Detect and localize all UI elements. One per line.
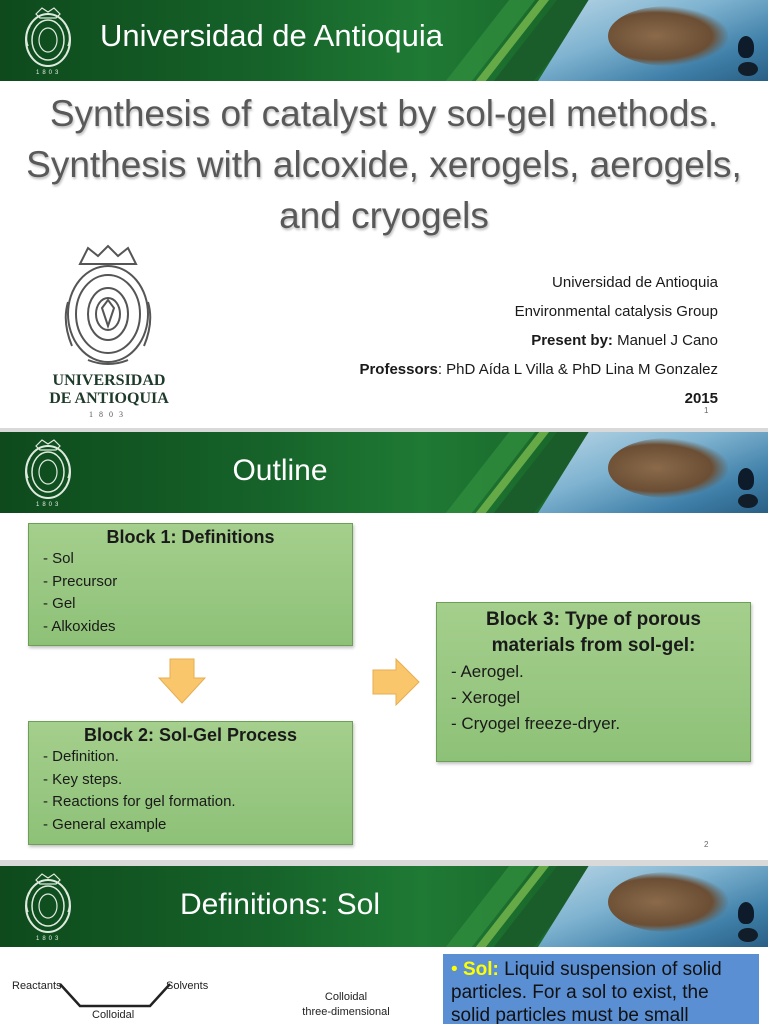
page-number: 1 [704,406,709,415]
arrow-down-icon [158,658,206,704]
info-presenter: Present by: Manuel J Cano [531,332,718,349]
diagram-label-colloidal-3d: Colloidal three-dimensional [302,991,390,1018]
block-title: Block 3: Type of porous materials from sol-gel: [485,609,701,656]
banner-year: 1803 [36,936,62,942]
sol-term: Sol: [462,959,499,980]
sol-definition-box [443,954,759,1024]
info-university: Universidad de Antioquia [552,274,718,291]
block-sol-gel-process [28,721,353,845]
slide-outline[interactable] [0,432,768,860]
university-seal-icon [22,6,74,70]
slide-banner [0,866,768,947]
list-item: - Reactions for gel formation. [43,791,338,814]
block-porous-materials [436,602,751,762]
page-number: 2 [704,840,709,849]
list-item: - General example [43,814,338,837]
bullet: • [451,959,458,980]
diagram-label-solvents: Solvents [166,980,209,992]
list-item: - Definition. [43,746,338,769]
diagram-label-colloidal: Colloidal [92,1009,135,1021]
arrow-right-icon [372,658,420,706]
list-item: - Cryogel freeze-dryer. [451,711,736,737]
list-item: - Gel [43,593,338,616]
logo-wordmark: UNIVERSIDAD DE ANTIOQUIA [49,372,169,407]
block-title: Block 2: Sol-Gel Process [83,725,298,745]
list-item: - Key steps. [43,769,338,792]
slide-definitions-sol[interactable] [0,866,768,1024]
banner-title: Universidad de Antioquia [100,18,443,53]
presentation-info [359,268,718,413]
logo-year: 1803 [89,410,129,419]
list-item: - Xerogel [451,685,736,711]
banner-title: Outline [232,454,328,487]
banner-title: Definitions: Sol [179,888,381,921]
list-item: - Alkoxides [43,616,338,639]
list-item: - Sol [43,548,338,571]
list-item: - Precursor [43,571,338,594]
info-professors: Professors: PhD Aída L Villa & PhD Lina M Gonzalez [359,361,718,378]
slide-title[interactable] [0,0,768,428]
block-definitions [28,523,353,646]
diagram-label-reactants: Reactants [12,980,62,992]
banner-year: 1803 [36,70,62,76]
sol-gel-diagram [0,948,440,1024]
banner-year: 1803 [36,502,62,508]
slide-banner [0,0,768,81]
list-item: - Aerogel. [451,659,736,685]
sol-definition-text: Liquid suspension of solid particles. For a sol to exist, the solid particles must be small [451,959,722,1024]
block-title: Block 1: Definitions [106,527,275,547]
slide-banner [0,432,768,513]
info-group: Environmental catalysis Group [514,303,718,320]
info-year: 2015 [684,390,718,407]
university-logo-icon [58,242,158,368]
presentation-title: Synthesis of catalyst by sol-gel methods. Synthesis with alcoxide, xerogels, aerogels, and cryogels [26,93,742,236]
